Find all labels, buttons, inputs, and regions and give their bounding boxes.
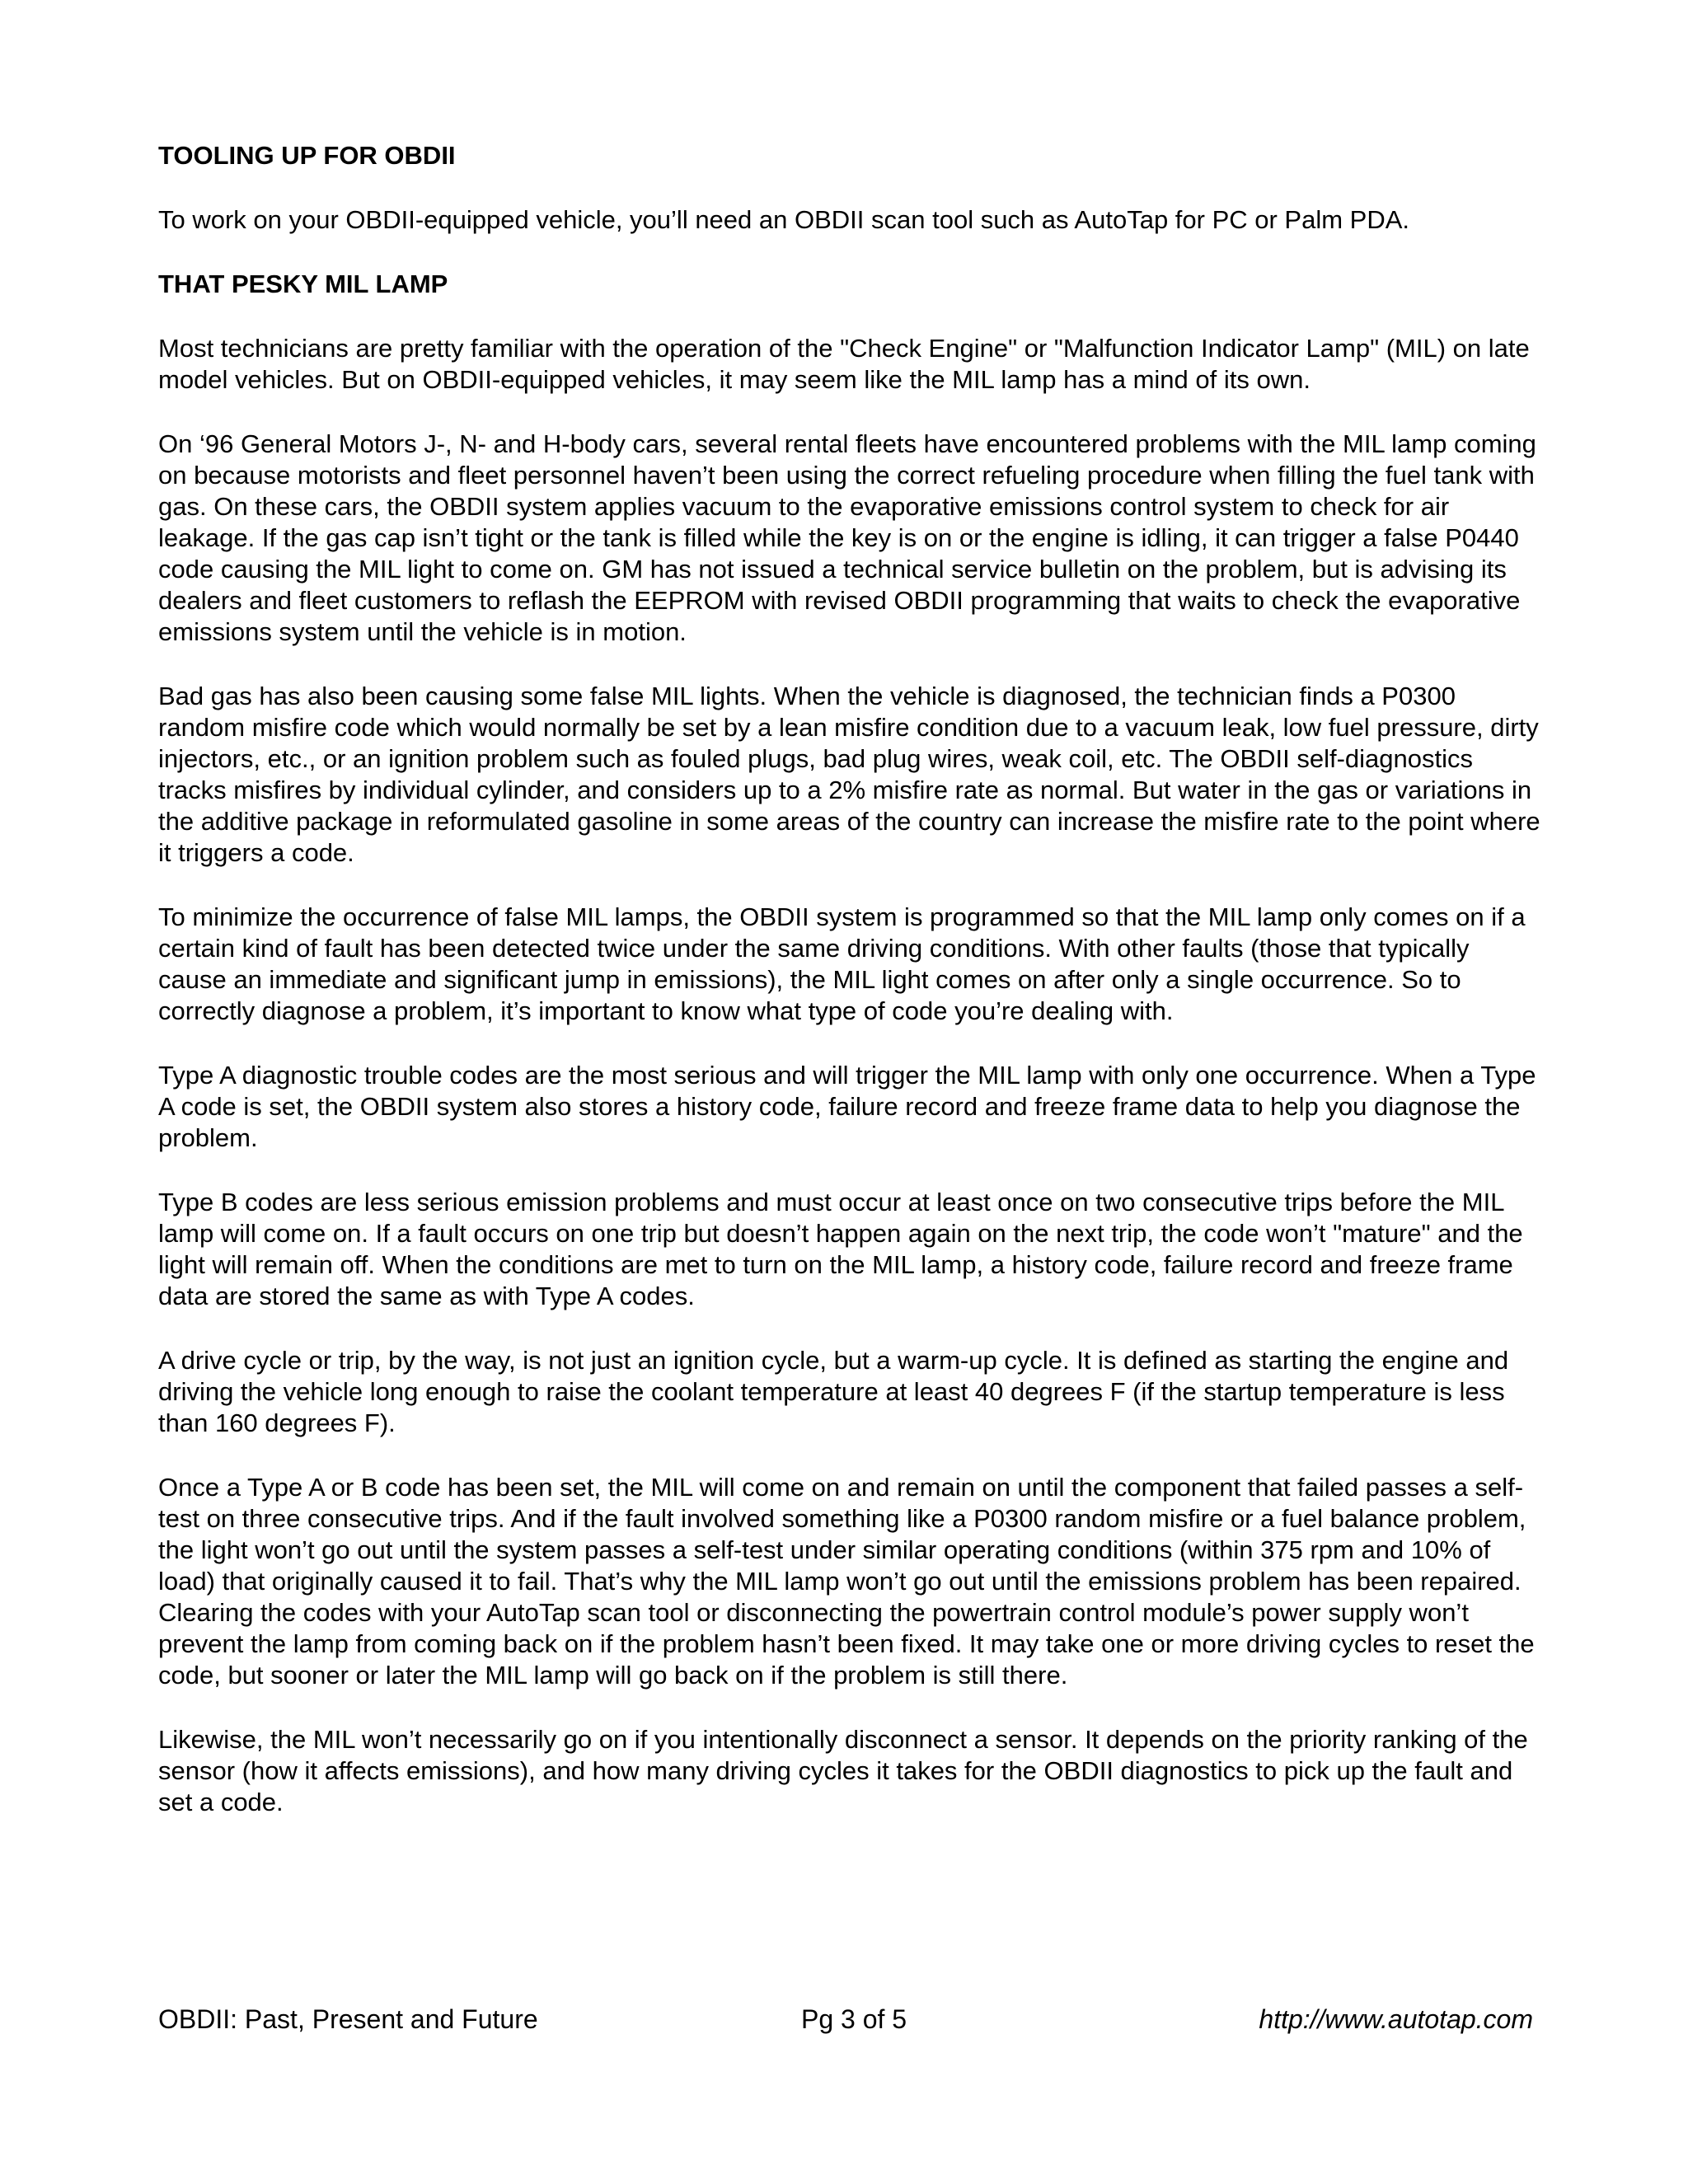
- section-heading-mil-lamp: THAT PESKY MIL LAMP: [158, 269, 448, 298]
- footer-page-number: Pg 3 of 5: [801, 2004, 907, 2034]
- paragraph: To minimize the occurrence of false MIL lamps, the OBDII system is programmed so that the MIL lamp only comes on if a certain kind of fault has been detected twice under the same driving conditions. With other faults (those that typically cause an immediate and significant jump in emissions), the MIL light comes on after only a single occurrence. So to correctly diagnose a problem, it’s important to know what type of code you’re dealing with.: [158, 902, 1526, 1025]
- footer-document-title: OBDII: Past, Present and Future: [158, 2004, 538, 2034]
- section-heading-tooling: TOOLING UP FOR OBDII: [158, 141, 456, 170]
- paragraph: Once a Type A or B code has been set, the MIL will come on and remain on until the component that failed passes a self-test on three consecutive trips. And if the fault involved something like a P0300 random misfire or a fuel balance problem, the light won’t go out until the system passes a self-test under similar operating conditions (within 375 rpm and 10% of load) that originally caused it to fail. That’s why the MIL lamp won’t go out until the emissions problem has been repaired. Clearing the codes with your AutoTap scan tool or disconnecting the powertrain control module’s power supply won’t prevent the lamp from coming back on if the problem hasn’t been fixed. It may take one or more driving cycles to reset the code, but sooner or later the MIL lamp will go back on if the problem is still there.: [158, 1473, 1535, 1690]
- paragraph: To work on your OBDII-equipped vehicle, you’ll need an OBDII scan tool such as AutoTap for PC or Palm PDA.: [158, 205, 1410, 234]
- paragraph: Most technicians are pretty familiar with the operation of the "Check Engine" or "Malfunction Indicator Lamp" (MIL) on late model vehicles. But on OBDII-equipped vehicles, it may seem like the MIL lamp has a mind of its own.: [158, 334, 1530, 394]
- footer-url-link[interactable]: http://www.autotap.com: [1259, 2004, 1533, 2034]
- paragraph: Bad gas has also been causing some false MIL lights. When the vehicle is diagnosed, the technician finds a P0300 random misfire code which would normally be set by a lean misfire condition due to a vacuum leak, low fuel pressure, dirty injectors, etc., or an ignition problem such as fouled plugs, bad plug wires, weak coil, etc. The OBDII self-diagnostics tracks misfires by individual cylinder, and considers up to a 2% misfire rate as normal. But water in the gas or variations in the additive package in reformulated gasoline in some areas of the country can increase the misfire rate to the point where it triggers a code.: [158, 682, 1540, 867]
- paragraph: Type B codes are less serious emission problems and must occur at least once on two consecutive trips before the MIL lamp will come on. If a fault occurs on one trip but doesn’t happen again on the next trip, the code won’t "mature" and the light will remain off. When the conditions are met to turn on the MIL lamp, a history code, failure record and freeze frame data are stored the same as with Type A codes.: [158, 1188, 1523, 1310]
- document-body: [158, 140, 1543, 1851]
- paragraph: On ‘96 General Motors J-, N- and H-body cars, several rental fleets have encountered problems with the MIL lamp coming on because motorists and fleet personnel haven’t been using the correct refueling procedure when filling the fuel tank with gas. On these cars, the OBDII system applies vacuum to the evaporative emissions control system to check for air leakage. If the gas cap isn’t tight or the tank is filled while the key is on or the engine is idling, it can trigger a false P0440 code causing the MIL light to come on. GM has not issued a technical service bulletin on the problem, but is advising its dealers and fleet customers to reflash the EEPROM with revised OBDII programming that waits to check the evaporative emissions system until the vehicle is in motion.: [158, 429, 1536, 646]
- page-footer: [158, 2003, 1533, 2036]
- paragraph: Likewise, the MIL won’t necessarily go on if you intentionally disconnect a sensor. It depends on the priority ranking of the sensor (how it affects emissions), and how many driving cycles it takes for the OBDII diagnostics to pick up the fault and set a code.: [158, 1725, 1528, 1816]
- paragraph: Type A diagnostic trouble codes are the most serious and will trigger the MIL lamp with only one occurrence. When a Type A code is set, the OBDII system also stores a history code, failure record and freeze frame data to help you diagnose the problem.: [158, 1061, 1536, 1152]
- paragraph: A drive cycle or trip, by the way, is not just an ignition cycle, but a warm-up cycle. It is defined as starting the engine and driving the vehicle long enough to raise the coolant temperature at least 40 degrees F (if the startup temperature is less than 160 degrees F).: [158, 1346, 1509, 1437]
